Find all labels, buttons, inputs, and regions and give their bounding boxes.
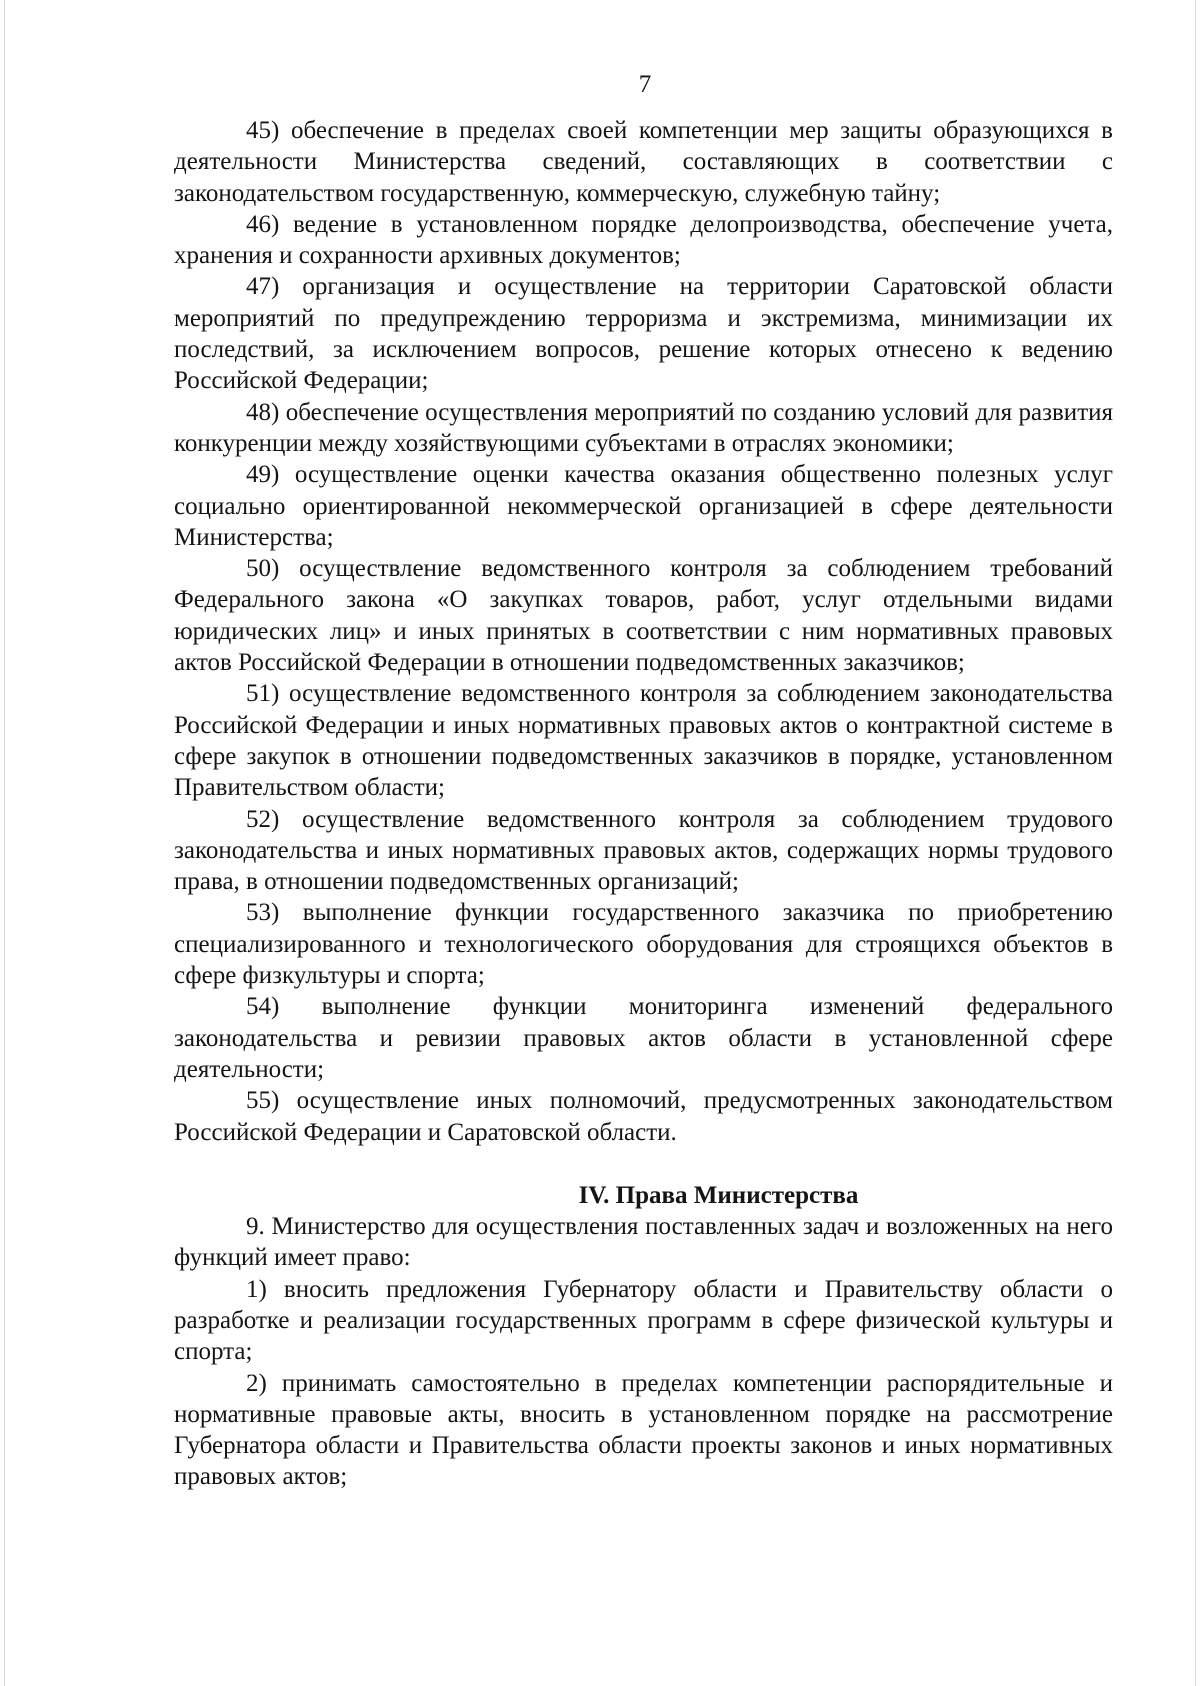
paragraph-item-55: 55) осуществление иных полномочий, предусмотренных законодательством Российской Федерации и Саратовской области. [174,1087,1113,1146]
document-body [174,115,1113,1493]
paragraph-right-1: 1) вносить предложения Губернатору области и Правительству области о разработке и реализации государственных программ в сфере физической культуры и спорта; [174,1275,1113,1366]
paragraph-item-51: 51) осуществление ведомственного контроля за соблюдением законодательства Российской Федерации и иных нормативных правовых актов о контрактной системе в сфере закупок в отношении подведомственных заказчиков в порядке, установленном Правительством области; [174,680,1113,802]
paragraph-item-50: 50) осуществление ведомственного контроля за соблюдением требований Федерального закона «О закупках товаров, работ, услуг отдельными видами юридических лиц» и иных принятых в соответствии с ним нормативных правовых актов Российской Федерации в отношении подведомственных заказчиков; [174,555,1113,677]
scan-edge-left [4,0,5,1686]
paragraph-item-49: 49) осуществление оценки качества оказания общественно полезных услуг социально ориентированной некоммерческой организацией в сфере деятельности Министерства; [174,461,1113,551]
page-number: 7 [638,71,652,98]
paragraph-item-45: 45) обеспечение в пределах своей компетенции мер защиты образующихся в деятельности Министерства сведений, составляющих в соответствии с законодательством государственную, коммерческую, служебную тайну; [174,117,1113,207]
paragraph-item-46: 46) ведение в установленном порядке делопроизводства, обеспечение учета, хранения и сохранности архивных документов; [174,210,1113,270]
paragraph-clause-9: 9. Министерство для осуществления поставленных задач и возложенных на него функций имеет право: [174,1213,1113,1272]
section-heading: IV. Права Министерства [578,1181,859,1209]
paragraph-item-47: 47) организация и осуществление на территории Саратовской области мероприятий по предупреждению терроризма и экстремизма, минимизации их последствий, за исключением вопросов, решение которых отнесено к ведению Российской Федерации; [174,273,1113,395]
paragraph-item-52: 52) осуществление ведомственного контроля за соблюдением трудового законодательства и иных нормативных правовых актов, содержащих нормы трудового права, в отношении подведомственных организаций; [174,805,1113,896]
paragraph-item-54: 54) выполнение функции мониторинга изменений федерального законодательства и ревизии правовых актов области в установленной сфере деятельности; [174,993,1113,1083]
paragraph-right-2: 2) принимать самостоятельно в пределах компетенции распорядительные и нормативные правовые акты, вносить в установленном порядке на рассмотрение Губернатора области и Правительства области проекты законов и иных нормативных правовых актов; [174,1369,1113,1491]
scan-edge-right [1195,0,1196,1686]
paragraph-item-53: 53) выполнение функции государственного заказчика по приобретению специализированного и технологического оборудования для строящихся объектов в сфере физкультуры и спорта; [174,899,1113,990]
paragraph-item-48: 48) обеспечение осуществления мероприятий по созданию условий для развития конкуренции между хозяйствующими субъектами в отраслях экономики; [174,398,1113,457]
